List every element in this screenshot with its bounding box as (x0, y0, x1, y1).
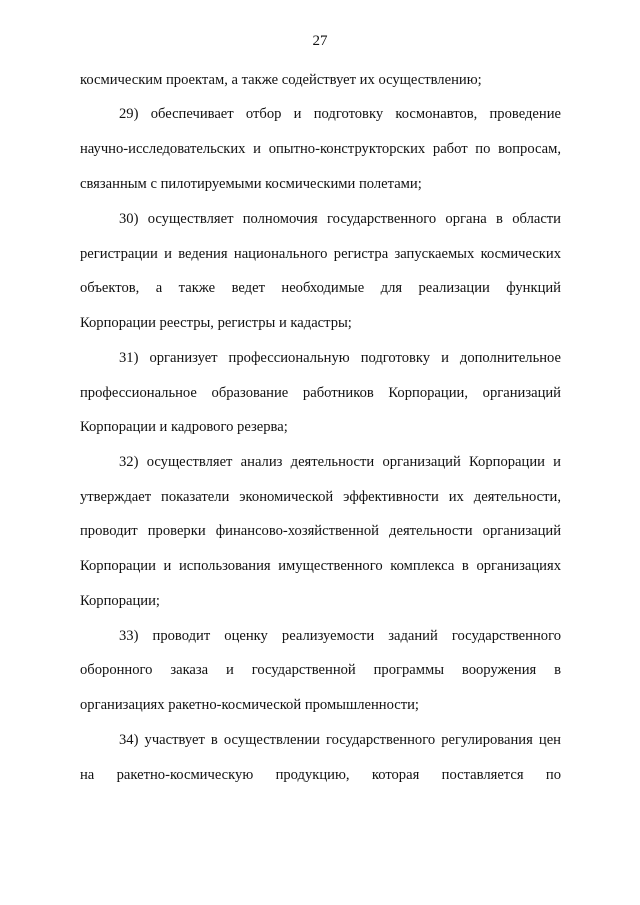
text-line: Корпорации и кадрового резерва; (80, 419, 288, 435)
text-line: оборонного заказа и государственной программы вооружения в (80, 662, 561, 678)
text-line: на ракетно-космическую продукцию, которая поставляется по (80, 767, 561, 783)
text-line: космическим проектам, а также содействует их осуществлению; (80, 72, 482, 88)
item-31-line: 31) организует профессиональную подготовку и дополнительное (119, 350, 561, 366)
text-line: Корпорации реестры, регистры и кадастры; (80, 315, 352, 331)
item-34-line: 34) участвует в осуществлении государственного регулирования цен (119, 732, 561, 748)
item-30-line: 30) осуществляет полномочия государственного органа в области (119, 211, 561, 227)
text-line: регистрации и ведения национального регистра запускаемых космических (80, 246, 561, 262)
text-line: связанным с пилотируемыми космическими полетами; (80, 176, 422, 192)
text-line: проводит проверки финансово-хозяйственной деятельности организаций (80, 523, 561, 539)
text-line: организациях ракетно-космической промышленности; (80, 697, 419, 713)
item-29-line: 29) обеспечивает отбор и подготовку космонавтов, проведение (119, 106, 561, 122)
text-line: Корпорации; (80, 593, 160, 609)
text-line: научно-исследовательских и опытно-конструкторских работ по вопросам, (80, 141, 561, 157)
text-line: объектов, а также ведет необходимые для реализации функций (80, 280, 561, 296)
item-33-line: 33) проводит оценку реализуемости заданий государственного (119, 628, 561, 644)
text-line: утверждает показатели экономической эффективности их деятельности, (80, 489, 561, 505)
page-number: 27 (312, 33, 328, 49)
text-line: Корпорации и использования имущественного комплекса в организациях (80, 558, 561, 574)
item-32-line: 32) осуществляет анализ деятельности организаций Корпорации и (119, 454, 561, 470)
text-line: профессиональное образование работников Корпорации, организаций (80, 385, 561, 401)
